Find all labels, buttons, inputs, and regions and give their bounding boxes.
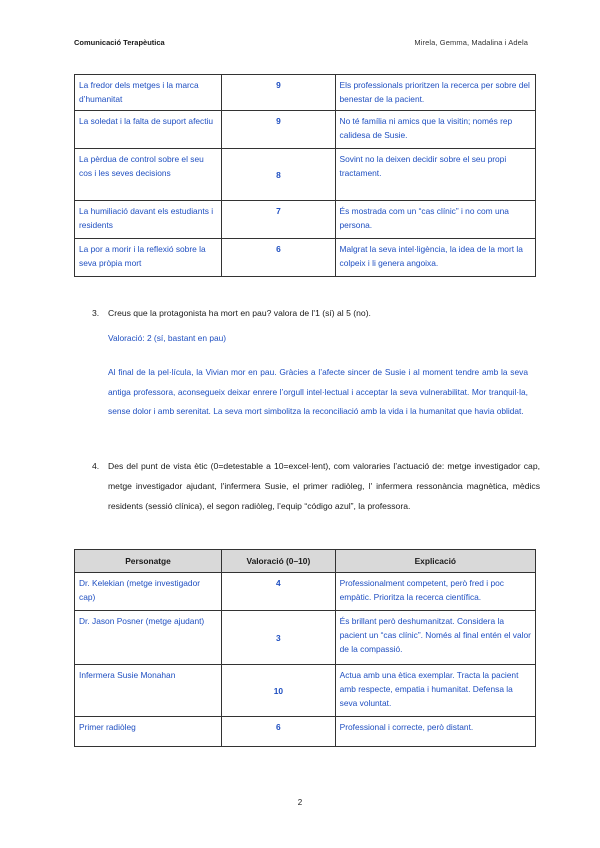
- question-3: [92, 303, 540, 323]
- column-header: Explicació: [335, 550, 535, 573]
- table-row: [75, 239, 536, 277]
- table-cell-explanation: És brillant però deshumanitzat. Considera la pacient un “cas clínic”. Només al final entén el valor de la compassió.: [335, 611, 535, 665]
- column-header: Valoració (0–10): [222, 550, 336, 573]
- table-cell-value: 10: [222, 665, 336, 717]
- question-4: [92, 456, 540, 516]
- table-cell-item: La fredor dels metges i la marca d’humanitat: [75, 75, 222, 111]
- table-cell-item: La por a morir i la reflexió sobre la seva pròpia mort: [75, 239, 222, 277]
- question-number: 4.: [92, 461, 100, 471]
- table-row: [75, 149, 536, 201]
- table-row: [75, 111, 536, 149]
- rating-text: Valoració: 2 (sí, bastant en pau): [108, 333, 227, 343]
- table-cell-explanation: Els professionals prioritzen la recerca per sobre del benestar de la pacient.: [335, 75, 535, 111]
- table-cell-value: 4: [222, 573, 336, 611]
- table-cell-explanation: No té família ni amics que la visitin; només rep calidesa de Susie.: [335, 111, 535, 149]
- table-cell-value: 8: [222, 149, 335, 201]
- table-character-ratings: [74, 549, 536, 747]
- table-cell-explanation: Actua amb una ètica exemplar. Tracta la pacient amb respecte, empatia i humanitat. Defensa la seva voluntat.: [335, 665, 535, 717]
- table-cell-value: 6: [222, 239, 335, 277]
- table-cell-item: La soledat i la falta de suport afectiu: [75, 111, 222, 149]
- table-cell-item: Dr. Jason Posner (metge ajudant): [75, 611, 222, 665]
- table-cell-item: La humiliació davant els estudiants i residents: [75, 201, 222, 239]
- table-header-row: [75, 550, 536, 573]
- table-cell-value: 9: [222, 111, 335, 149]
- page-number: 2: [297, 798, 303, 807]
- table-cell-explanation: És mostrada com un “cas clínic” i no com una persona.: [335, 201, 535, 239]
- table-cell-value: 3: [222, 611, 336, 665]
- table-cell-explanation: Professional i correcte, però distant.: [335, 717, 535, 747]
- table-cell-item: Primer radiòleg: [75, 717, 222, 747]
- table-row: [75, 717, 536, 747]
- table-cell-item: La pèrdua de control sobre el seu cos i les seves decisions: [75, 149, 222, 201]
- table-row: [75, 201, 536, 239]
- table-cell-item: Infermera Susie Monahan: [75, 665, 222, 717]
- table-ethical-issues: [74, 74, 536, 277]
- table-cell-explanation: Sovint no la deixen decidir sobre el seu propi tractament.: [335, 149, 535, 201]
- answer-paragraph: Al final de la pel·lícula, la Vivian mor en pau. Gràcies a l’afecte sincer de Susie i al moment tendre amb la seva antiga professora, aconsegueix deixar enrere l’orgull intel·lectual i acceptar la seva vulnerabilitat. Mor tranquil·la, sense dolor i amb serenitat. La seva mort simbolitza la reconciliació amb la vida i la humanitat que havia oblidat.: [108, 367, 528, 416]
- question-text: Des del punt de vista ètic (0=detestable a 10=excel·lent), com valoraries l’actuació de: metge investigador cap, metge investigador ajudant, l'infermera Susie, el primer radiòleg, l' infermera ressonància magnètica, mèdics residents (sessió clínica), el segon radiòleg, l’equip “código azul”, la professora.: [108, 461, 540, 511]
- table-cell-item: Dr. Kelekian (metge investigador cap): [75, 573, 222, 611]
- table-cell-value: 9: [222, 75, 335, 111]
- table-cell-explanation: Malgrat la seva intel·ligència, la idea de la mort la colpeix i li genera angoixa.: [335, 239, 535, 277]
- question-number: 3.: [92, 308, 100, 318]
- table-cell-value: 7: [222, 201, 335, 239]
- table-row: [75, 611, 536, 665]
- document-title: Comunicació Terapèutica: [74, 38, 165, 47]
- table-row: [75, 573, 536, 611]
- table-row: [75, 75, 536, 111]
- column-header: Personatge: [75, 550, 222, 573]
- question-text: Creus que la protagonista ha mort en pau? valora de l'1 (sí) al 5 (no).: [108, 308, 371, 318]
- table-cell-value: 6: [222, 717, 336, 747]
- authors: Mirela, Gemma, Madalina i Adela: [414, 38, 528, 47]
- page-header: [74, 38, 528, 52]
- table-row: [75, 665, 536, 717]
- table-cell-explanation: Professionalment competent, però fred i poc empàtic. Prioritza la recerca científica.: [335, 573, 535, 611]
